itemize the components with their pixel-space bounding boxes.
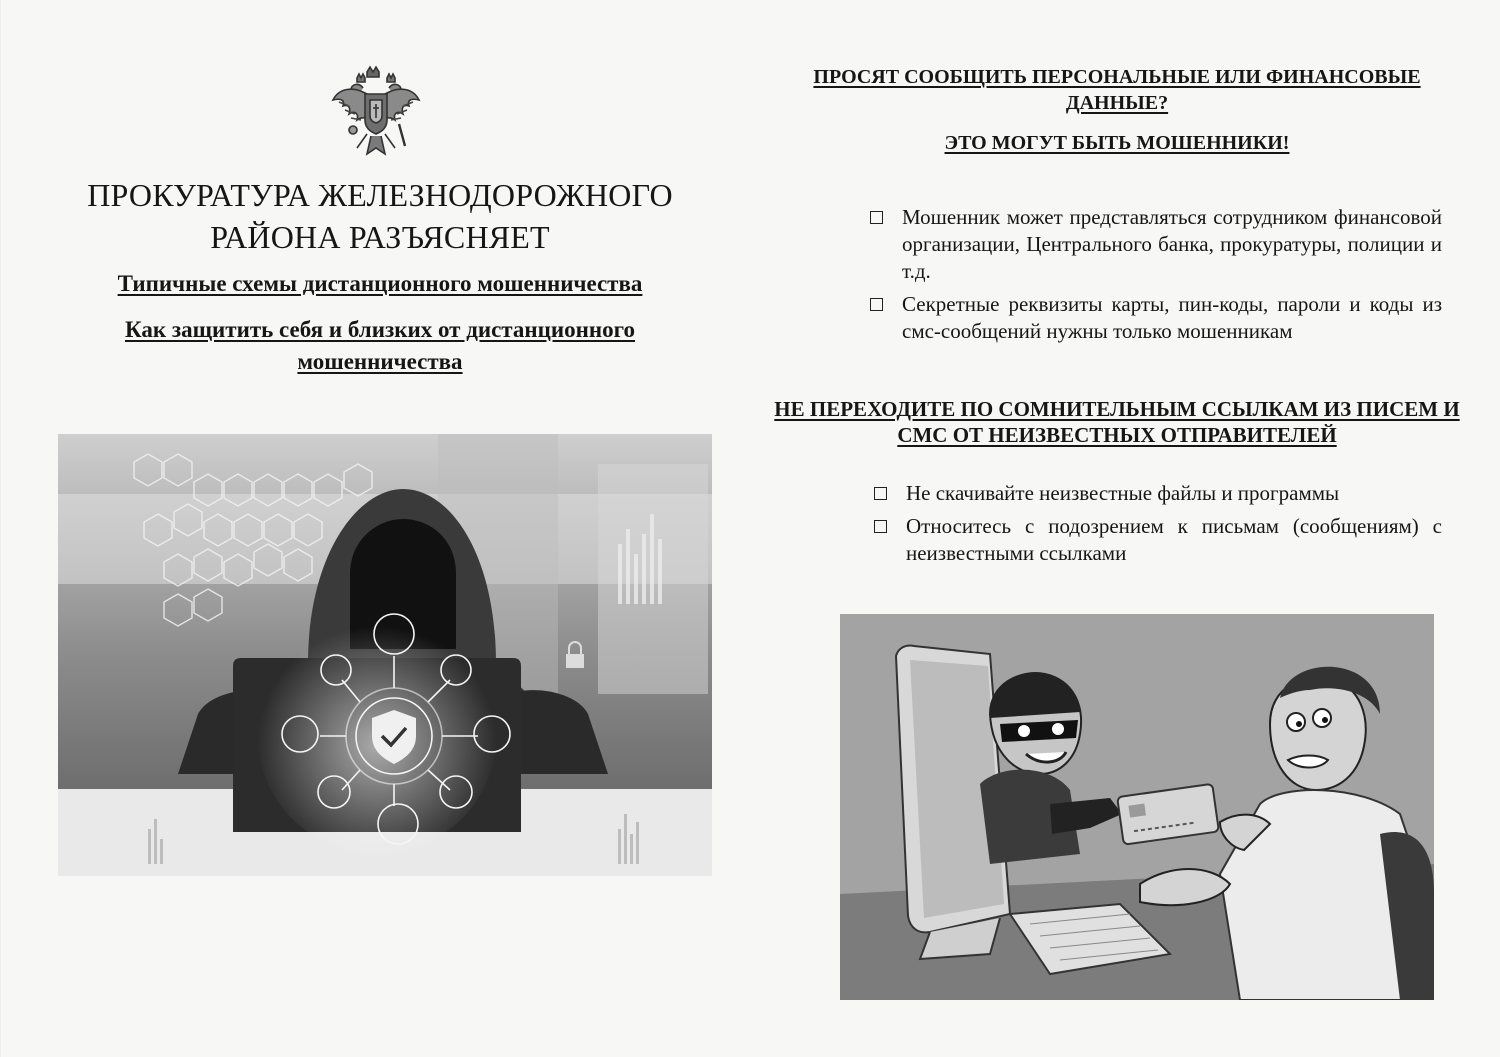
bullet-list-fraud-signs bbox=[868, 204, 1442, 351]
list-item bbox=[872, 513, 1442, 567]
subheading-typical-schemes: Типичные схемы дистанционного мошенничества bbox=[117, 271, 643, 296]
bullet-list-link-advice bbox=[872, 480, 1442, 573]
list-item bbox=[868, 204, 1442, 285]
list-item-text: Мошенник может представляться сотрудником финансовой организации, Центрального банка, прокуратуры, полиции и т.д. bbox=[902, 205, 1442, 283]
list-item bbox=[872, 480, 1442, 507]
checkbox-square-icon bbox=[870, 298, 883, 311]
right-column bbox=[760, 0, 1500, 1057]
checkbox-square-icon bbox=[874, 487, 887, 500]
list-item bbox=[868, 291, 1442, 345]
checkbox-square-icon bbox=[874, 520, 887, 533]
page-title bbox=[60, 174, 700, 258]
headline-fraud-warning: ЭТО МОГУТ БЫТЬ МОШЕННИКИ! bbox=[944, 132, 1290, 154]
title-line-1: ПРОКУРАТУРА ЖЕЛЕЗНОДОРОЖНОГО bbox=[87, 177, 673, 213]
title-line-2: РАЙОНА РАЗЪЯСНЯЕТ bbox=[210, 219, 550, 255]
headline-personal-data: ПРОСЯТ СООБЩИТЬ ПЕРСОНАЛЬНЫЕ ИЛИ ФИНАНСОВЫЕ ДАННЫЕ? bbox=[813, 66, 1421, 114]
subheading-how-to-protect: Как защитить себя и близких от дистанционного мошенничества bbox=[125, 317, 635, 374]
list-item-text: Относитесь с подозрением к письмам (сообщениям) с неизвестными ссылками bbox=[906, 514, 1442, 565]
headline-suspicious-links: НЕ ПЕРЕХОДИТЕ ПО СОМНИТЕЛЬНЫМ ССЫЛКАМ ИЗ ПИСЕМ И СМС ОТ НЕИЗВЕСТНЫХ ОТПРАВИТЕЛЕЙ bbox=[774, 397, 1460, 447]
coat-of-arms-icon bbox=[327, 64, 425, 162]
hacker-illustration bbox=[58, 434, 712, 876]
thief-card-illustration bbox=[840, 614, 1434, 1000]
list-item-text: Не скачивайте неизвестные файлы и программы bbox=[906, 481, 1340, 505]
list-item-text: Секретные реквизиты карты, пин-коды, пароли и коды из смс-сообщений нужны только мошенникам bbox=[902, 292, 1442, 343]
checkbox-square-icon bbox=[870, 211, 883, 224]
